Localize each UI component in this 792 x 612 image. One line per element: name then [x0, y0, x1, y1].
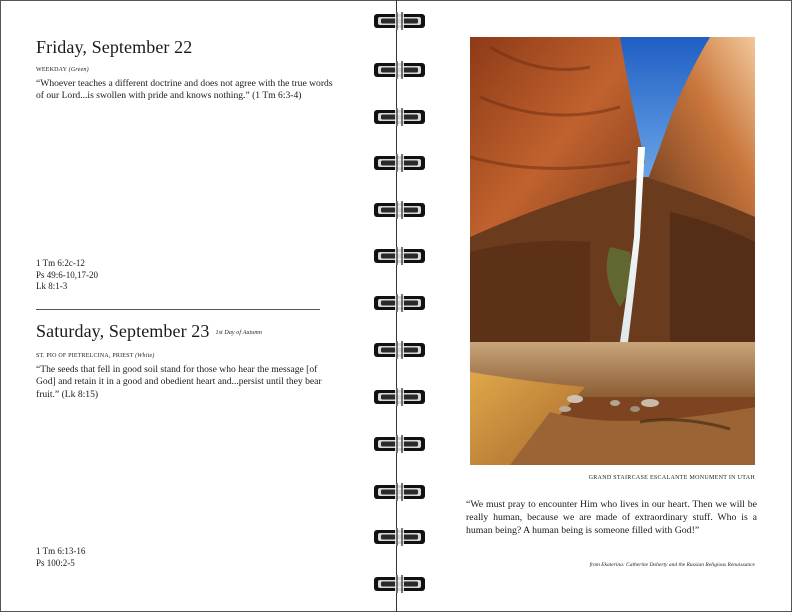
saturday-title-row — [36, 320, 336, 344]
saturday-readings — [36, 546, 85, 569]
friday-reading-1: 1 Tm 6:2c-12 — [36, 258, 85, 268]
friday-entry — [36, 36, 336, 103]
quote-text: “We must pray to encounter Him who lives in our heart. Then we will be really human, because we are made of extraordinary stuff. Who is a human being? A human being is someone filled with God!” — [466, 499, 757, 536]
saturday-observance — [36, 352, 336, 360]
quote-attribution: from Ekaterina: Catherine Doherty and the Russian Religious Renaissance — [589, 562, 755, 568]
saturday-reading-1: 1 Tm 6:13-16 — [36, 546, 86, 556]
saturday-observance-color: (White) — [135, 353, 155, 359]
friday-observance — [36, 66, 336, 74]
friday-reading-2: Ps 49:6-10,17-20 — [36, 269, 99, 280]
friday-readings — [36, 258, 98, 293]
saturday-title-note: 1st Day of Autumn — [215, 330, 262, 336]
waterfall-photo — [470, 37, 755, 465]
photo-caption: GRAND STAIRCASE ESCALANTE MONUMENT IN UTAH — [588, 475, 755, 481]
saturday-title: Saturday, September 23 — [36, 321, 210, 341]
friday-observance-name: WEEKDAY — [36, 67, 67, 73]
saturday-observance-name: ST. PIO OF PIETRELCINA, PRIEST — [36, 353, 134, 359]
saturday-reading-2: Ps 100:2-5 — [36, 557, 75, 568]
friday-observance-color: (Green) — [68, 67, 89, 73]
friday-reading-3: Lk 8:1-3 — [36, 281, 68, 291]
saturday-verse: “The seeds that fell in good soil stand for those who hear the message [of God] and retain it in a good and obedient heart and...persist until they bear fruit.” (Lk 8:15) — [36, 364, 322, 400]
waterfall-canyon-image — [470, 37, 755, 465]
day-divider — [36, 309, 320, 310]
friday-title: Friday, September 22 — [36, 37, 193, 57]
friday-verse: “Whoever teaches a different doctrine and does not agree with the true words of our Lord...is swollen with pride and knows nothing.” (1 Tm 6:3-4) — [36, 78, 333, 102]
saturday-entry — [36, 320, 336, 401]
